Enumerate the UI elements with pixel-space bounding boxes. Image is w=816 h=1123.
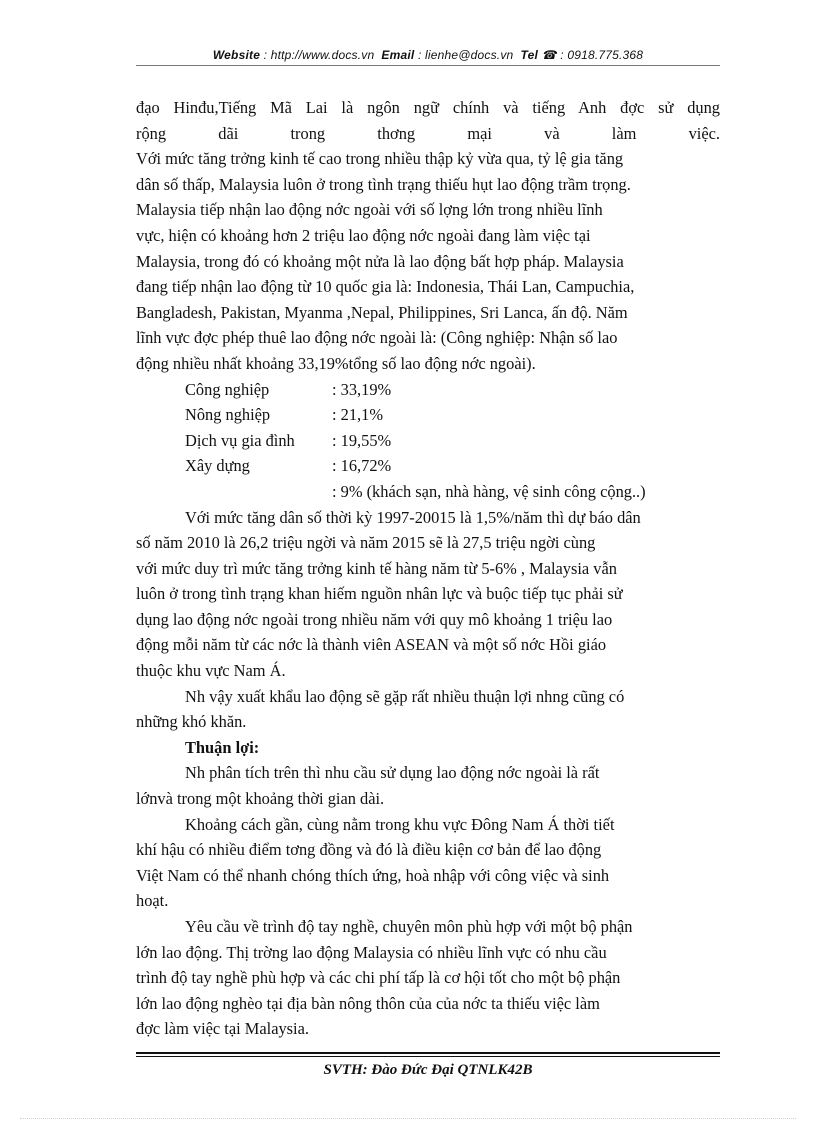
website-label: Website bbox=[212, 48, 261, 62]
email-value: : lienhe@docs.vn bbox=[417, 48, 514, 62]
footer-divider bbox=[136, 1052, 720, 1054]
document-body bbox=[136, 95, 720, 1042]
footer-divider-thin bbox=[136, 1056, 720, 1057]
paragraph-1: đạo Hinđu,Tiếng Mã Lai là ngôn ngữ chính và tiếng Anh đợc sử dụng rộng dãi trong thơng mại và làm việc. bbox=[136, 98, 720, 143]
paragraph-6: Khoảng cách gần, cùng nằm trong khu vực Đông Nam Á thời tiết khí hậu có nhiều điểm tơng đồng và đó là điều kiện cơ bản để lao động Việt Nam có thể nhanh chóng thích ứng, hoà nhập với công việc và sinh hoạt. bbox=[136, 814, 615, 911]
paragraph-7: Yêu cầu về trình độ tay nghề, chuyên môn phù hợp với một bộ phận lớn lao động. Thị trờng lao động Malaysia có nhiều lĩnh vực có nhu cầu trình độ tay nghề phù hợp và các chi phí tấp là cơ hội tốt cho một bộ phận lớn lao động nghèo tại địa bàn nông thôn của của nớc ta thiếu việc làm đợc làm việc tại Malaysia. bbox=[136, 917, 633, 1039]
paragraph-5: Nh phân tích trên thì nhu cầu sử dụng lao động nớc ngoài là rất lớnvà trong một khoảng thời gian dài. bbox=[136, 763, 600, 809]
paragraph-2: Với mức tăng trởng kinh tế cao trong nhiều thập kỷ vừa qua, tỷ lệ gia tăng dân số thấp, Malaysia luôn ở trong tình trạng thiếu hụt lao động trầm trọng. Malaysia tiếp nhận lao động nớc ngoài với số lợng lớn trong nhiều lĩnh vực, hiện có khoảng hơn 2 triệu lao động nớc ngoài đang làm việc tại Malaysia, trong đó có khoảng một nửa là lao động bất hợp pháp. Malaysia đang tiếp nhận lao động từ 10 quốc gia là: Indonesia, Thái Lan, Campuchia, Bangladesh, Pakistan, Myanma ,Nepal, Philippines, Sri Lanca, ấn độ. Năm lĩnh vực đợc phép thuê lao động nớc ngoài là: (Công nghiệp: Nhận số lao động nhiều nhất khoảng 33,19%tổng số lao động nớc ngoài). bbox=[136, 149, 635, 373]
page-edge-dots bbox=[20, 1118, 796, 1119]
list-item: Công nghiệp : 33,19% bbox=[185, 379, 392, 399]
tel-value: : 0918.775.368 bbox=[560, 48, 644, 62]
website-value: : http://www.docs.vn bbox=[263, 48, 375, 62]
list-item: : 9% (khách sạn, nhà hàng, vệ sinh công cộng..) bbox=[332, 481, 646, 501]
sector-list bbox=[136, 377, 720, 505]
page-header bbox=[136, 48, 720, 62]
page-footer: SVTH: Đào Đức Đại QTNLK42B bbox=[323, 1062, 533, 1078]
telephone-icon: ☎ bbox=[541, 48, 557, 62]
list-item: Xây dựng : 16,72% bbox=[185, 456, 392, 476]
tel-label: Tel bbox=[520, 48, 538, 62]
section-heading: Thuận lợi: bbox=[185, 737, 260, 757]
email-label: Email bbox=[381, 48, 415, 62]
paragraph-4: Nh vậy xuất khẩu lao động sẽ gặp rất nhiều thuận lợi nhng cũng có những khó khăn. bbox=[136, 686, 625, 732]
list-item: Dịch vụ gia đình : 19,55% bbox=[185, 430, 392, 450]
list-item: Nông nghiệp : 21,1% bbox=[185, 405, 383, 425]
header-divider bbox=[136, 65, 720, 66]
paragraph-3: Với mức tăng dân số thời kỳ 1997-20015 là 1,5%/năm thì dự báo dân số năm 2010 là 26,2 triệu ngời và năm 2015 sẽ là 27,5 triệu ngời cùng với mức duy trì mức tăng trởng kinh tế hàng năm từ 5-6% , Malaysia vẫn luôn ở trong tình trạng khan hiếm nguồn nhân lực và buộc tiếp tục phải sử dụng lao động nớc ngoài trong nhiều năm với quy mô khoảng 1 triệu lao động mỗi năm từ các nớc là thành viên ASEAN và một số nớc Hồi giáo thuộc khu vực Nam Á. bbox=[136, 507, 641, 681]
